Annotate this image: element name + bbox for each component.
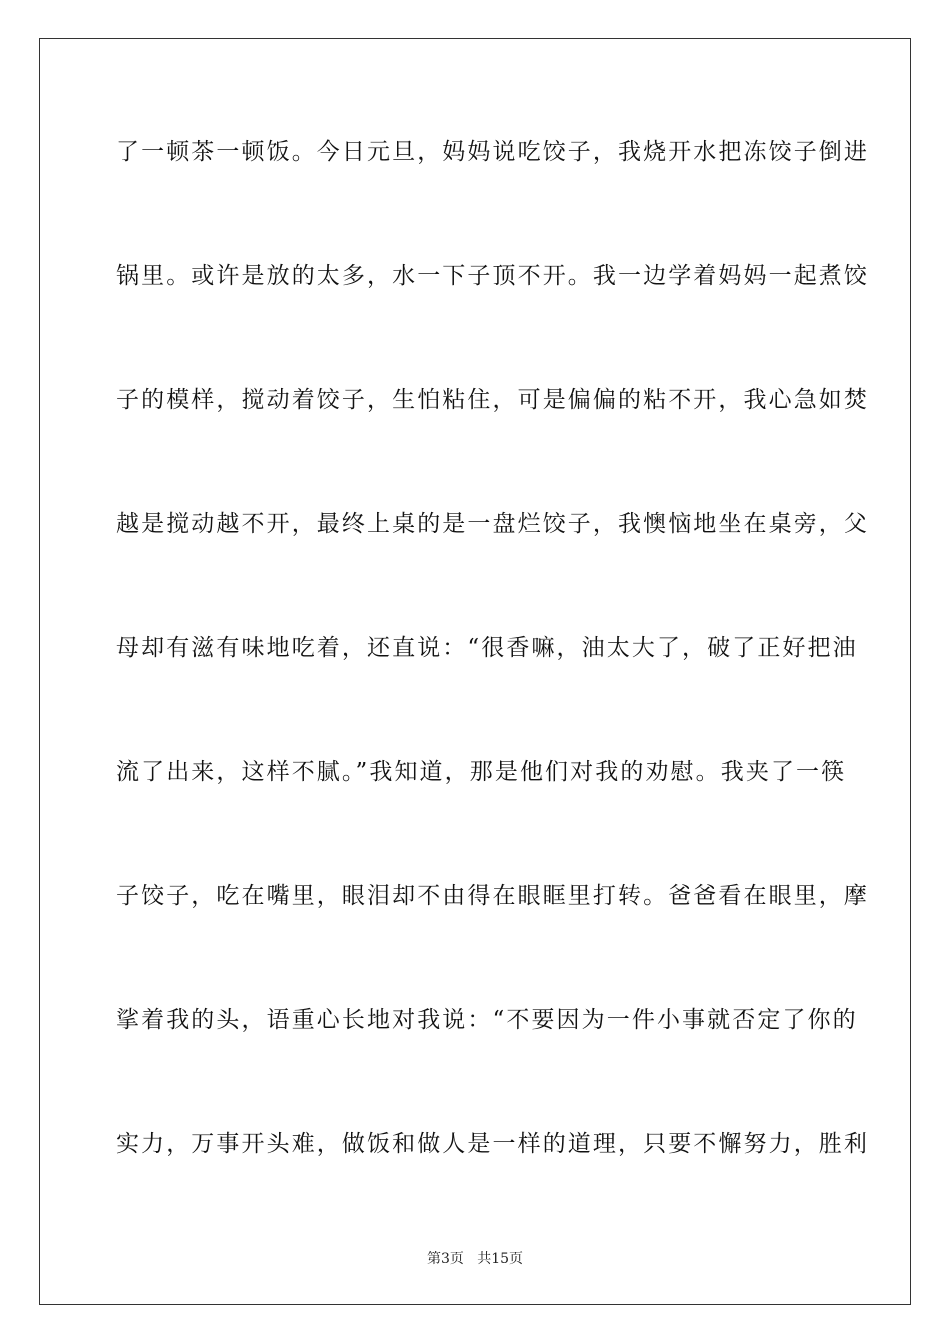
page-number-footer: 第3页 共15页 xyxy=(426,1251,524,1267)
text-line: 挲着我的头，语重心长地对我说：“不要因为一件小事就否定了你的 xyxy=(116,1007,858,1033)
text-line: 锅里。或许是放的太多，水一下子顶不开。我一边学着妈妈一起煮饺 xyxy=(116,263,869,289)
text-line: 子的模样，搅动着饺子，生怕粘住，可是偏偏的粘不开，我心急如焚 xyxy=(116,387,869,413)
text-line: 流了出来，这样不腻。”我知道，那是他们对我的劝慰。我夹了一筷 xyxy=(116,759,847,785)
text-line: 越是搅动越不开，最终上桌的是一盘烂饺子，我懊恼地坐在桌旁，父 xyxy=(116,511,869,537)
text-line: 了一顿茶一顿饭。今日元旦，妈妈说吃饺子，我烧开水把冻饺子倒进 xyxy=(116,139,869,165)
text-line: 实力，万事开头难，做饭和做人是一样的道理，只要不懈努力，胜利 xyxy=(116,1131,869,1157)
body-text xyxy=(116,122,869,1238)
text-line: 母却有滋有味地吃着，还直说：“很香嘛，油太大了，破了正好把油 xyxy=(116,635,858,661)
text-line: 子饺子，吃在嘴里，眼泪却不由得在眼眶里打转。爸爸看在眼里，摩 xyxy=(116,883,869,909)
